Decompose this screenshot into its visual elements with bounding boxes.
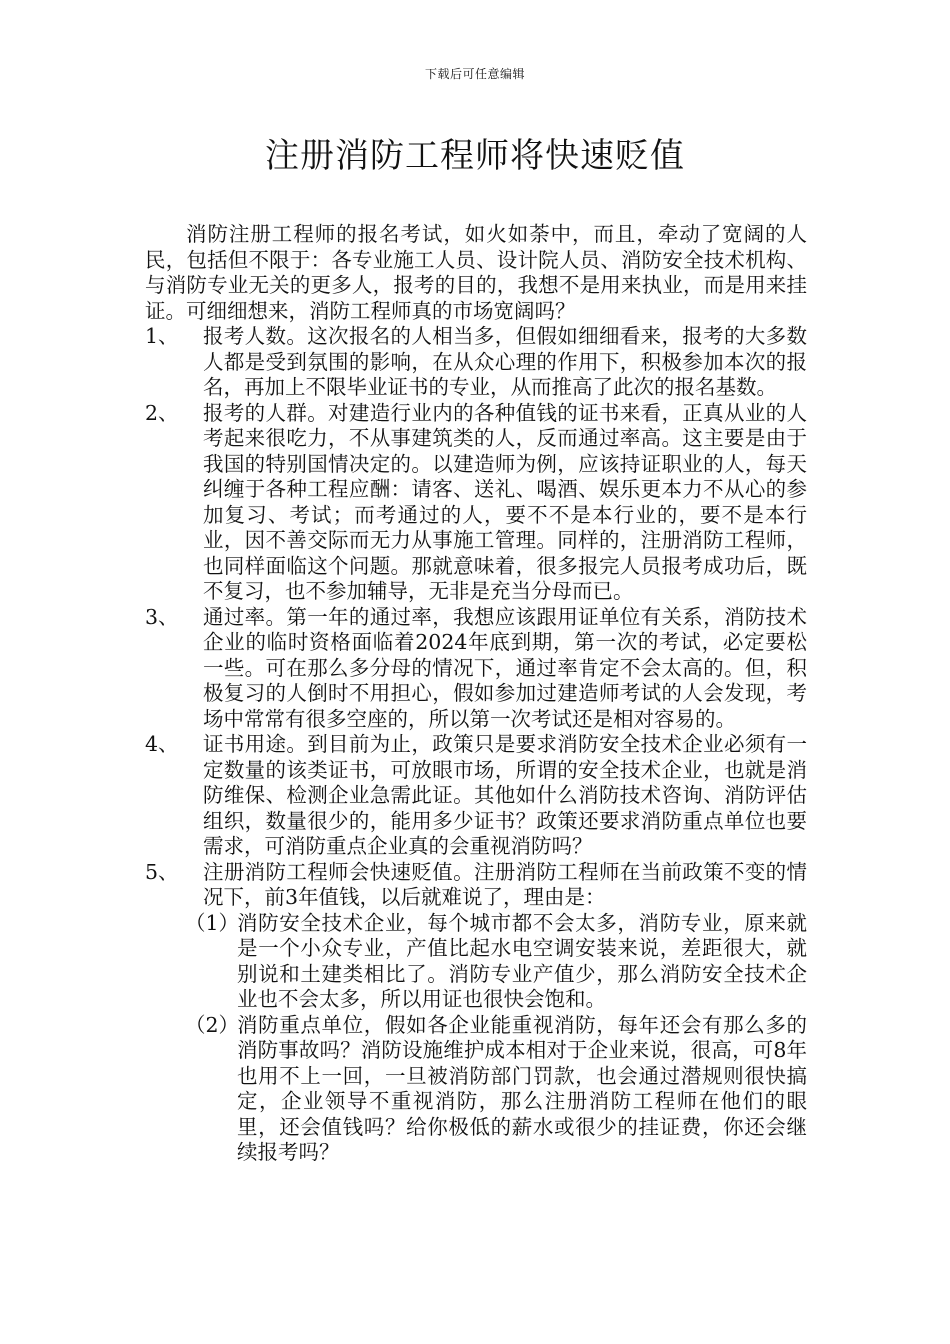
list-item bbox=[145, 860, 807, 911]
list-item-number: 1、 bbox=[145, 324, 179, 348]
list-item-text: 报考人数。这次报名的人相当多，但假如细细看来，报考的大多数人都是受到氛围的影响，在从众心理的作用下，积极参加本次的报名，再加上不限毕业证书的专业，从而推高了此次的报名基数。 bbox=[203, 324, 807, 399]
list-item-number: 5、 bbox=[145, 859, 179, 884]
list-item-number: 2、 bbox=[145, 400, 179, 425]
sub-list-item bbox=[185, 1013, 807, 1166]
page-title: 注册消防工程师将快速贬值 bbox=[265, 136, 685, 176]
list-item bbox=[145, 324, 807, 401]
list-item-text: 报考的人群。对建造行业内的各种值钱的证书来看，正真从业的人考起来很吃力，不从事建筑类的人，反而通过率高。这主要是由于我国的特别国情决定的。以建造师为例，应该持证职业的人，每天纠缠于各种工程应酬：请客、送礼、喝酒、娱乐更本力不从心的参加复习、考试；而考通过的人，要不不是本行业的，要不是本行业，因不善交际而无力从事施工管理。同样的，注册消防工程师，也同样面临这个问题。那就意味着，很多报完人员报考成功后，既不复习，也不参加辅导，无非是充当分母而已。 bbox=[203, 400, 807, 603]
list-item bbox=[145, 605, 807, 733]
sub-list-item bbox=[185, 911, 807, 1013]
sub-list-item-number: （2） bbox=[185, 1012, 240, 1037]
sub-list-item-text: 消防安全技术企业，每个城市都不会太多，消防专业，原来就是一个小众专业，产值比起水电空调安装来说，差距很大，就别说和土建类相比了。消防专业产值少，那么消防安全技术企业也不会太多，所以用证也很快会饱和。 bbox=[237, 910, 807, 1011]
intro-paragraph: 消防注册工程师的报名考试，如火如荼中，而且，牵动了宽阔的人民，包括但不限于：各专业施工人员、设计院人员、消防安全技术机构、与消防专业无关的更多人，报考的目的，我想不是用来执业，而是用来挂证。可细细想来，消防工程师真的市场宽阔吗？ bbox=[145, 222, 807, 323]
page-header: 下载后可任意编辑 bbox=[424, 67, 525, 81]
sub-list-item-text: 消防重点单位，假如各企业能重视消防，每年还会有那么多的消防事故吗？消防设施维护成本相对于企业来说，很高，可8年也用不上一回，一旦被消防部门罚款，也会通过潜规则很快搞定，企业领导不重视消防，那么注册消防工程师在他们的眼里，还会值钱吗？给你极低的薪水或很少的挂证费，你还会继续报考吗？ bbox=[237, 1012, 807, 1164]
list-item-text: 通过率。第一年的通过率，我想应该跟用证单位有关系，消防技术企业的临时资格面临着2024年底到期，第一次的考试，必定要松一些。可在那么多分母的情况下，通过率肯定不会太高的。但，积极复习的人倒时不用担心，假如参加过建造师考试的人会发现，考场中常常有很多空座的，所以第一次考试还是相对容易的。 bbox=[203, 604, 807, 731]
list-item bbox=[145, 401, 807, 605]
sub-list-item-number: （1） bbox=[185, 910, 240, 935]
article-body bbox=[145, 222, 807, 1166]
list-item-text: 证书用途。到目前为止，政策只是要求消防安全技术企业必须有一定数量的该类证书，可放眼市场，所谓的安全技术企业，也就是消防维保、检测企业急需此证。其他如什么消防技术咨询、消防评估组织，数量很少的，能用多少证书？政策还要求消防重点单位也要需求，可消防重点企业真的会重视消防吗？ bbox=[203, 732, 807, 858]
list-item bbox=[145, 732, 807, 860]
list-item-number: 4、 bbox=[145, 732, 179, 756]
list-item-number: 3、 bbox=[145, 604, 179, 629]
list-item-text: 注册消防工程师会快速贬值。注册消防工程师在当前政策不变的情况下，前3年值钱，以后就难说了，理由是： bbox=[203, 859, 807, 909]
